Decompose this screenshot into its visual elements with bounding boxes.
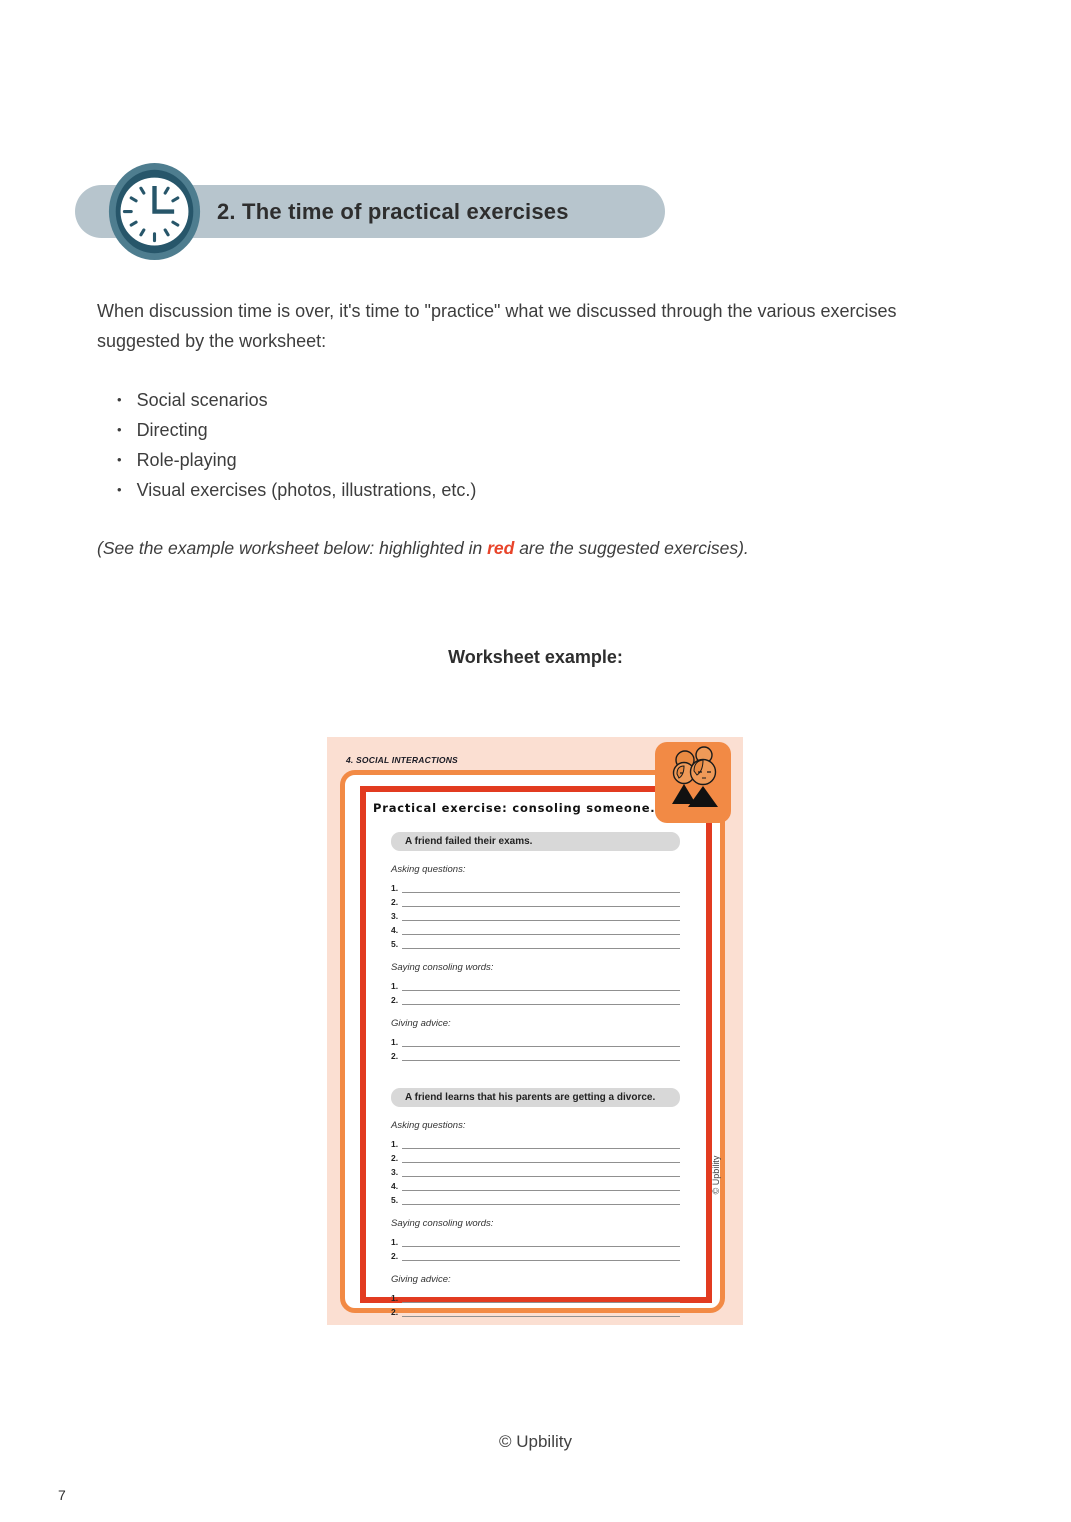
line-number: 2. — [391, 1251, 399, 1261]
intro-paragraph: When discussion time is over, it's time to "practice" what we discussed through the various exercises suggested by the worksheet: — [97, 301, 897, 351]
line-number: 4. — [391, 925, 399, 935]
line-number: 5. — [391, 1195, 399, 1205]
answer-blank — [402, 1181, 680, 1191]
answer-line — [391, 991, 680, 1005]
line-number: 1. — [391, 981, 399, 991]
answer-blank — [402, 1307, 680, 1317]
note-prefix: (See the example worksheet below: highlighted in — [97, 538, 488, 558]
answer-blank — [402, 1167, 680, 1177]
line-number: 3. — [391, 911, 399, 921]
answer-line — [391, 1191, 680, 1205]
note-suffix: are the suggested exercises). — [514, 538, 749, 558]
answer-line — [391, 879, 680, 893]
line-number: 2. — [391, 1051, 399, 1061]
exercise-type-item: • Directing — [117, 415, 476, 445]
answer-line — [391, 921, 680, 935]
answer-line — [391, 1163, 680, 1177]
line-number: 3. — [391, 1167, 399, 1177]
worksheet-example-heading: Worksheet example: — [448, 647, 623, 667]
line-number: 1. — [391, 1037, 399, 1047]
exercise-type-item: • Visual exercises (photos, illustrations, etc.) — [117, 475, 476, 505]
section-label: Saying consoling words: — [391, 1218, 494, 1229]
note-highlight-red: red — [487, 538, 515, 558]
line-number: 2. — [391, 897, 399, 907]
answer-line — [391, 893, 680, 907]
line-number: 1. — [391, 883, 399, 893]
line-number: 2. — [391, 1153, 399, 1163]
answer-blank — [402, 1037, 680, 1047]
answer-blank — [402, 995, 680, 1005]
answer-blank — [402, 1153, 680, 1163]
worksheet-scenario — [391, 832, 680, 1061]
exercise-type-item: • Social scenarios — [117, 385, 476, 415]
answer-blank — [402, 1139, 680, 1149]
footer-copyright: © Upbility — [499, 1432, 572, 1451]
worksheet-side-copyright: © Upbility — [711, 1155, 721, 1195]
answer-line — [391, 1289, 680, 1303]
line-number: 1. — [391, 1139, 399, 1149]
worksheet-section-label: 4. SOCIAL INTERACTIONS — [346, 755, 458, 765]
answer-line — [391, 1247, 680, 1261]
line-number: 2. — [391, 1307, 399, 1317]
exercise-type-item: • Role-playing — [117, 445, 476, 475]
answer-line — [391, 1047, 680, 1061]
two-people-illustration — [655, 742, 731, 823]
worksheet-body — [391, 832, 680, 1317]
scenario-prompt: A friend learns that his parents are getting a divorce. — [391, 1088, 680, 1107]
line-number: 1. — [391, 1237, 399, 1247]
answer-line — [391, 977, 680, 991]
answer-blank — [402, 1251, 680, 1261]
line-number: 2. — [391, 995, 399, 1005]
answer-blank — [402, 925, 680, 935]
note-line — [97, 538, 982, 559]
answer-blank — [402, 1237, 680, 1247]
page-number: 7 — [58, 1487, 66, 1503]
answer-line — [391, 1135, 680, 1149]
line-number: 5. — [391, 939, 399, 949]
worksheet-title: Practical exercise: consoling someone. — [373, 801, 656, 815]
answer-line — [391, 1149, 680, 1163]
line-number: 1. — [391, 1293, 399, 1303]
answer-line — [391, 907, 680, 921]
answer-line — [391, 1177, 680, 1191]
answer-blank — [402, 981, 680, 991]
answer-line — [391, 935, 680, 949]
section-label: Giving advice: — [391, 1018, 451, 1029]
answer-blank — [402, 897, 680, 907]
worksheet-scenario — [391, 1088, 680, 1317]
section-label: Asking questions: — [391, 864, 466, 875]
worksheet-image — [327, 737, 743, 1325]
line-number: 4. — [391, 1181, 399, 1191]
answer-line — [391, 1233, 680, 1247]
answer-blank — [402, 939, 680, 949]
answer-blank — [402, 883, 680, 893]
answer-blank — [402, 1051, 680, 1061]
section-label: Asking questions: — [391, 1120, 466, 1131]
section-label: Saying consoling words: — [391, 962, 494, 973]
section-label: Giving advice: — [391, 1274, 451, 1285]
answer-blank — [402, 1195, 680, 1205]
answer-line — [391, 1033, 680, 1047]
answer-line — [391, 1303, 680, 1317]
exercise-type-list — [117, 385, 476, 505]
answer-blank — [402, 911, 680, 921]
section-title: 2. The time of practical exercises — [217, 198, 569, 224]
clock-icon — [106, 162, 203, 262]
scenario-prompt: A friend failed their exams. — [391, 832, 680, 851]
answer-blank — [402, 1293, 680, 1303]
